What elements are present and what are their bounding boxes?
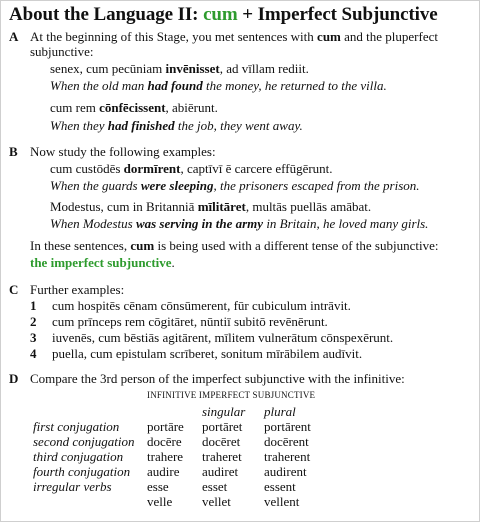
cell-plural: docērent [264,434,309,449]
cell-plural: traherent [264,449,311,464]
page-title [9,4,438,26]
list-item-number: 4 [30,346,37,361]
title-suffix: + Imperfect Subjunctive [237,4,438,25]
section-b-latin-2: Modestus, cum in Britanniā mīlitāret, multās puellās amābat. [50,199,372,214]
section-a-letter: A [9,29,19,44]
title-prefix: About the Language II: [9,4,204,25]
section-a-intro-line2: subjunctive: [30,44,94,59]
cell-plural: vellent [264,494,300,509]
section-b-english-2: When Modestus was serving in the army in Britain, he loved many girls. [50,216,429,231]
section-d-intro: Compare the 3rd person of the imperfect subjunctive with the infinitive: [30,371,405,386]
list-item-number: 3 [30,330,37,345]
cell-singular: traheret [202,449,242,464]
cell-singular: esset [202,479,228,494]
column-plural: plural [264,404,296,419]
section-a-intro: At the beginning of this Stage, you met sentences with cum and the pluperfect [30,29,438,44]
list-item: iuvenēs, cum bēstiās agitārent, mīlitem vulnerātum cōnspexērunt. [52,330,394,345]
section-d-letter: D [9,371,19,386]
section-a-latin-1: senex, cum pecūniam invēnisset, ad vīllam rediit. [50,61,309,76]
cell-infinitive: docēre [147,434,182,449]
row-label: first conjugation [33,419,120,434]
list-item-number: 1 [30,298,37,313]
section-b-note-line2: the imperfect subjunctive. [30,255,175,270]
cell-singular: docēret [202,434,241,449]
cell-infinitive: esse [147,479,169,494]
cell-singular: vellet [202,494,231,509]
section-b-letter: B [9,144,18,159]
cell-infinitive: trahere [147,449,184,464]
section-c-letter: C [9,282,19,297]
table-header: INFINITIVE IMPERFECT SUBJUNCTIVE [147,390,316,400]
row-label: second conjugation [33,434,135,449]
title-highlight: cum [203,4,238,25]
cell-plural: audirent [264,464,307,479]
cell-infinitive: velle [147,494,173,509]
list-item-number: 2 [30,314,37,329]
section-a-english-2: When they had finished the job, they went away. [50,118,303,133]
section-b-intro: Now study the following examples: [30,144,216,159]
cell-infinitive: portāre [147,419,184,434]
list-item: puella, cum epistulam scrīberet, sonitum mīrābilem audīvit. [52,346,363,361]
section-b-latin-1: cum custōdēs dormīrent, captīvī ē carcere effūgērunt. [50,161,333,176]
row-label: fourth conjugation [33,464,131,479]
section-b-english-1: When the guards were sleeping, the prisoners escaped from the prison. [50,178,420,193]
cell-plural: portārent [264,419,311,434]
section-c-intro: Further examples: [30,282,125,297]
cell-infinitive: audire [147,464,180,479]
list-item: cum hospitēs cēnam cōnsūmerent, fūr cubiculum intrāvit. [52,298,351,313]
section-a-latin-2: cum rem cōnfēcissent, abiērunt. [50,100,218,115]
list-item: cum prīnceps rem cōgitāret, nūntiī subitō revēnērunt. [52,314,328,329]
row-label: irregular verbs [33,479,112,494]
cell-singular: portāret [202,419,243,434]
section-a-english-1: When the old man had found the money, he returned to the villa. [50,78,387,93]
cell-singular: audiret [202,464,239,479]
section-b-note: In these sentences, cum is being used with a different tense of the subjunctive: [30,238,439,253]
cell-plural: essent [264,479,296,494]
row-label: third conjugation [33,449,124,464]
column-singular: singular [202,404,246,419]
